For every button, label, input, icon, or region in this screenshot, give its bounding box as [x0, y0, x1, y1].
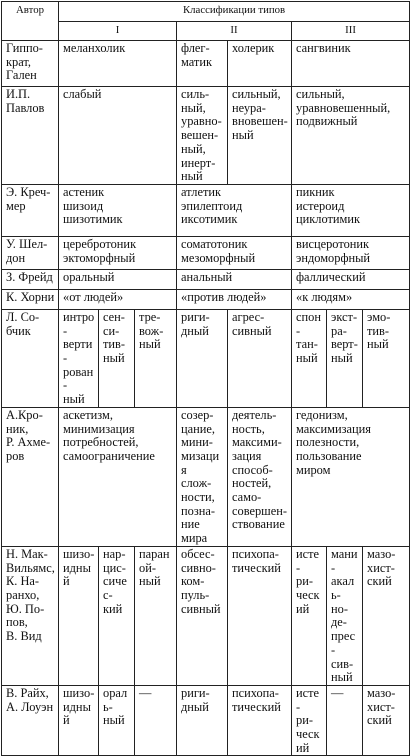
type-cell: шизо- идный: [59, 546, 99, 685]
author-cell: А.Кро- ник, Р. Ахме- ров: [2, 407, 59, 546]
type-cell: —: [135, 685, 177, 756]
type-cell: атлетик эпилептоид иксотимик: [177, 184, 292, 236]
type-cell: шизо- идный: [59, 685, 99, 756]
type-cell: флег- матик: [177, 41, 228, 87]
type-cell: исте- ри- ческий: [292, 685, 327, 756]
table-row: [2, 87, 410, 185]
type-cell: параной- ный: [135, 546, 177, 685]
type-cell: церебротоник эктоморфный: [59, 236, 177, 269]
type-cell: психопа- тический: [228, 546, 292, 685]
type-cell: мазо- хист- ский: [363, 546, 410, 685]
table-row: [2, 309, 410, 407]
author-cell: В. Райх, А. Лоуэн: [2, 685, 59, 756]
table-row: [2, 546, 410, 685]
type-cell: аскетизм, минимизация потребностей, самоограничение: [59, 407, 177, 546]
author-cell: Гиппо- крат, Гален: [2, 41, 59, 87]
author-cell: Э. Креч- мер: [2, 184, 59, 236]
type-cell: фаллический: [292, 269, 410, 289]
type-cell: астеник шизоид шизотимик: [59, 184, 177, 236]
type-cell: меланхолик: [59, 41, 177, 87]
type-cell: ораль- ный: [99, 685, 135, 756]
type-cell: деятель- ность, максими- зация способ- ностей, само- совершен- ствование: [228, 407, 292, 546]
author-cell: К. Хорни: [2, 289, 59, 309]
type-cell: риги- дный: [177, 309, 228, 407]
type-number-header: III: [292, 22, 410, 41]
type-cell: сен- си- тив- ный: [99, 309, 135, 407]
classification-header: Классификации типов: [59, 2, 410, 22]
author-header: Автор: [2, 2, 59, 41]
type-cell: «против людей»: [177, 289, 292, 309]
type-cell: агрес- сивный: [228, 309, 292, 407]
classification-table: [1, 1, 410, 756]
type-cell: «от людей»: [59, 289, 177, 309]
table-row: [2, 184, 410, 236]
author-cell: У. Шел- дон: [2, 236, 59, 269]
type-cell: спон- тан- ный: [292, 309, 327, 407]
type-number-header: I: [59, 22, 177, 41]
table-row: [2, 41, 410, 87]
type-cell: сильный, уравновешенный, подвижный: [292, 87, 410, 185]
type-cell: соматотоник мезоморфный: [177, 236, 292, 269]
type-cell: сильный, неура- вновешен- ный: [228, 87, 292, 185]
type-cell: эмо- тив- ный: [363, 309, 410, 407]
type-cell: мазо- хист- ский: [363, 685, 410, 756]
type-cell: психопа- тический: [228, 685, 292, 756]
type-cell: экст- ра- верт- ный: [327, 309, 363, 407]
table-row: [2, 289, 410, 309]
type-cell: тре- вож- ный: [135, 309, 177, 407]
author-cell: Н. Мак- Вильямс, К. На- ранхо, Ю. По- пов, В. Вид: [2, 546, 59, 685]
type-cell: холерик: [228, 41, 292, 87]
type-cell: гедонизм, максимизация полезности, пользование миром: [292, 407, 410, 546]
author-cell: И.П. Павлов: [2, 87, 59, 185]
author-cell: З. Фрейд: [2, 269, 59, 289]
type-cell: оральный: [59, 269, 177, 289]
type-cell: сангвиник: [292, 41, 410, 87]
type-cell: созер- цание, мини- мизация слож- ности, позна- ние мира: [177, 407, 228, 546]
type-cell: интро- верти- рован- ный: [59, 309, 99, 407]
table-row: [2, 407, 410, 546]
type-cell: «к людям»: [292, 289, 410, 309]
type-cell: слабый: [59, 87, 177, 185]
type-cell: мани- акаль- но- де- прес- сив- ный: [327, 546, 363, 685]
type-cell: висцеротоник эндоморфный: [292, 236, 410, 269]
type-cell: —: [327, 685, 363, 756]
author-cell: Л. Со- бчик: [2, 309, 59, 407]
table-row: [2, 236, 410, 269]
type-cell: обсес- сивно- ком- пуль- сивный: [177, 546, 228, 685]
type-cell: нар- цис- сичес- кий: [99, 546, 135, 685]
type-cell: исте- ри- ческий: [292, 546, 327, 685]
type-cell: пикник истероид циклотимик: [292, 184, 410, 236]
type-cell: риги- дный: [177, 685, 228, 756]
table-row: [2, 269, 410, 289]
type-cell: анальный: [177, 269, 292, 289]
type-cell: силь- ный, уравно- вешен- ный, инерт- ный: [177, 87, 228, 185]
type-number-header: II: [177, 22, 292, 41]
table-row: [2, 685, 410, 756]
